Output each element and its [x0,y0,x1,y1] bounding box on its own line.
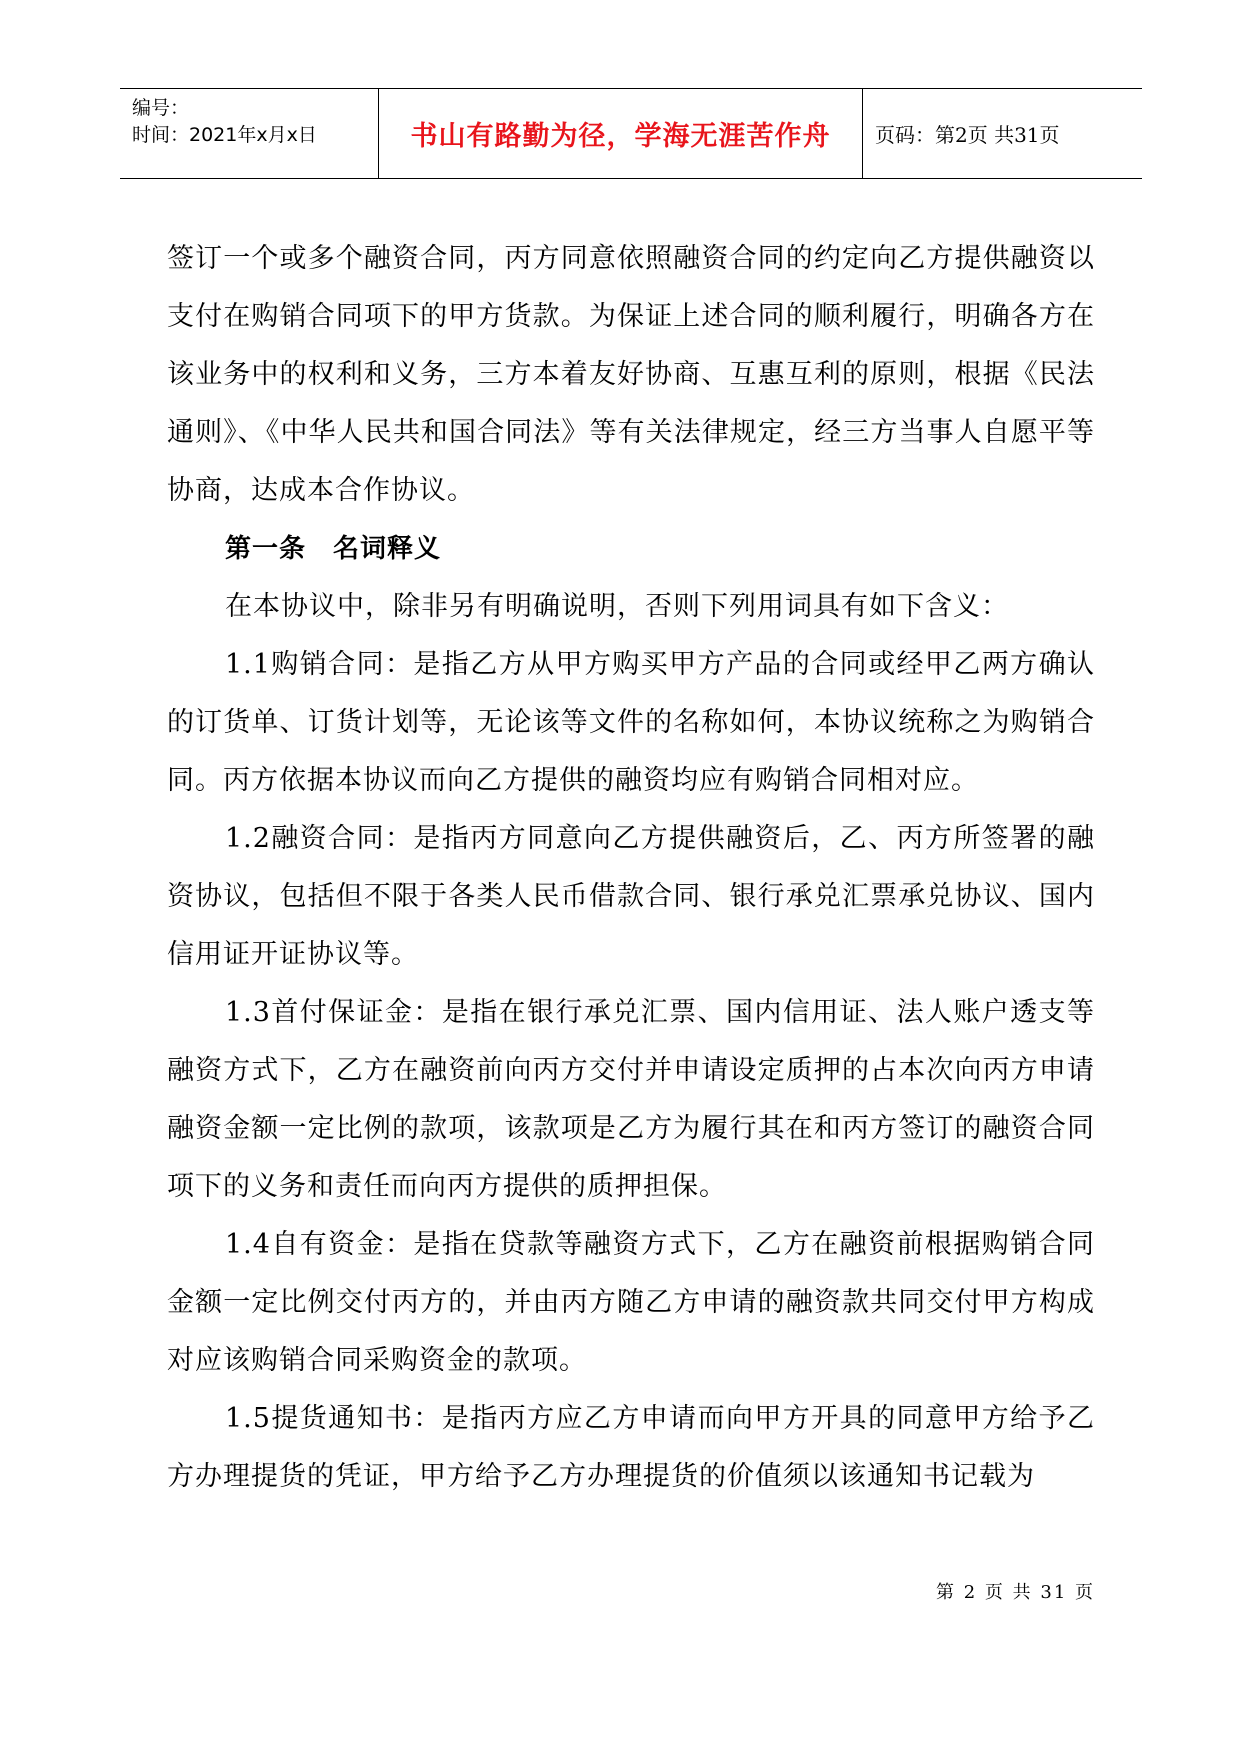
document-body [167,230,1095,1506]
definition-paragraph: 1.4自有资金：是指在贷款等融资方式下，乙方在融资前根据购销合同金额一定比例交付丙方的，并由丙方随乙方申请的融资款共同交付甲方构成对应该购销合同采购资金的款项。 [167,1229,1095,1376]
body-paragraph: 在本协议中，除非另有明确说明，否则下列用词具有如下含义： [225,591,1009,622]
document-number-label: 编号： [132,97,190,119]
definition-paragraph: 1.2融资合同：是指丙方同意向乙方提供融资后，乙、丙方所签署的融资协议，包括但不限于各类人民币借款合同、银行承兑汇票承兑协议、国内信用证开证协议等。 [167,823,1095,970]
definition-paragraph: 1.1购销合同：是指乙方从甲方购买甲方产品的合同或经甲乙两方确认的订货单、订货计划等，无论该等文件的名称如何，本协议统称之为购销合同。丙方依据本协议而向乙方提供的融资均应有购销合同相对应。 [167,649,1095,796]
section-heading: 第一条 名词释义 [225,534,442,564]
definition-paragraph: 1.3首付保证金：是指在银行承兑汇票、国内信用证、法人账户透支等融资方式下，乙方在融资前向丙方交付并申请设定质押的占本次向丙方申请融资金额一定比例的款项，该款项是乙方为履行其在和丙方签订的融资合同项下的义务和责任而向丙方提供的质押担保。 [167,997,1095,1202]
definition-paragraph: 1.5提货通知书：是指丙方应乙方申请而向甲方开具的同意甲方给予乙方办理提货的凭证，甲方给予乙方办理提货的价值须以该通知书记载为 [167,1403,1095,1492]
body-paragraph: 签订一个或多个融资合同，丙方同意依照融资合同的约定向乙方提供融资以支付在购销合同项下的甲方货款。为保证上述合同的顺利履行，明确各方在该业务中的权利和义务，三方本着友好协商、互惠互利的原则，根据《民法通则》、《中华人民共和国合同法》等有关法律规定，经三方当事人自愿平等协商，达成本合作协议。 [167,243,1095,506]
header-motto: 书山有路勤为径，学海无涯苦作舟 [378,89,863,178]
page-footer: 第 2 页 共 31 页 [936,1582,1095,1603]
header-meta [120,89,378,178]
page-header [120,88,1142,179]
header-page-info: 页码：第2页 共31页 [875,123,1060,147]
document-time-label: 时间：2021年x月x日 [132,124,317,146]
